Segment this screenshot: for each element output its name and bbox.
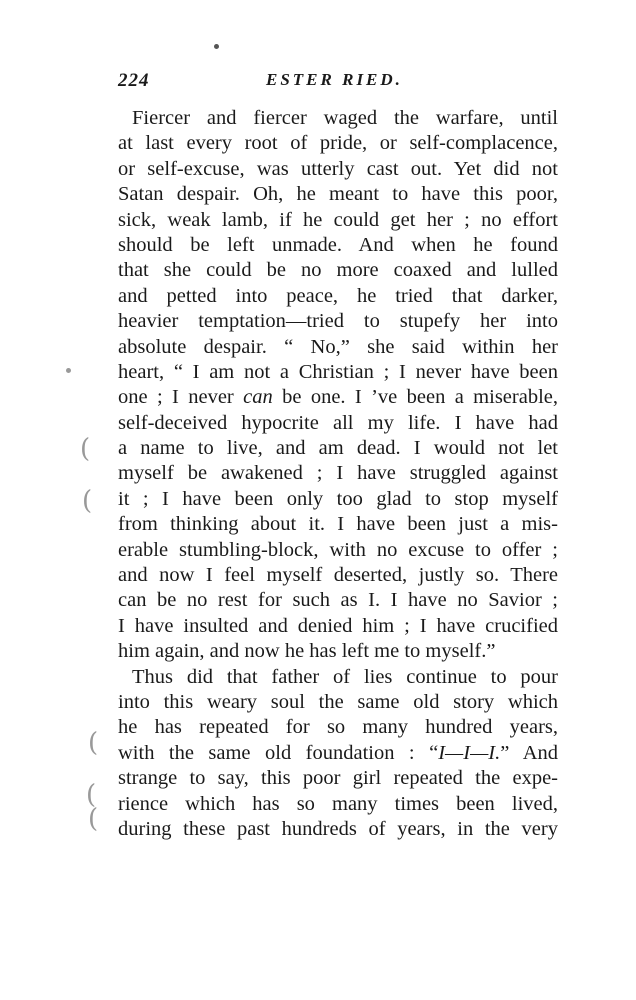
text-line: he has repeated for so many hundred years,: [118, 716, 558, 739]
margin-mark: (: [82, 486, 93, 516]
margin-mark: (: [86, 780, 97, 810]
text-line: or self-excuse, was utterly cast out. Yet did not: [118, 157, 558, 180]
text-line: myself be awakened ; I have struggled against: [118, 462, 558, 485]
text-line: him again, and now he has left me to myself.”: [118, 640, 496, 663]
text-line: it ; I have been only too glad to stop myself: [118, 487, 558, 510]
body-text: [118, 106, 558, 842]
text-line: erable stumbling-block, with no excuse to offer ;: [118, 538, 558, 561]
italic-word: I—I—I.: [438, 741, 501, 764]
scan-speck: [214, 44, 219, 49]
text-segment: one ; I never: [118, 386, 244, 409]
text-line: and petted into peace, he tried that darker,: [118, 284, 558, 307]
text-line: during these past hundreds of years, in the very: [118, 817, 558, 840]
text-line: [118, 741, 558, 766]
italic-word: can: [243, 386, 273, 409]
scan-speck: [66, 368, 71, 373]
text-line: rience which has so many times been lived,: [118, 792, 558, 815]
text-line: that she could be no more coaxed and lulled: [118, 259, 558, 282]
running-title: ESTER RIED.: [266, 70, 403, 89]
page-header: [118, 70, 558, 94]
text-line: heavier temptation—tried to stupefy her into: [118, 310, 558, 333]
text-segment: with the same old foundation : “: [118, 741, 439, 764]
margin-mark: (: [80, 434, 91, 464]
margin-mark: (: [88, 804, 99, 834]
text-line: sick, weak lamb, if he could get her ; no effort: [118, 208, 558, 231]
text-line: can be no rest for such as I. I have no Savior ;: [118, 589, 558, 612]
page-number: 224: [118, 70, 150, 91]
text-line: Satan despair. Oh, he meant to have this poor,: [118, 183, 558, 206]
text-segment: be one. I ’ve been a miserable,: [272, 386, 558, 409]
text-line: Thus did that father of lies continue to pour: [132, 665, 558, 688]
text-line: self-deceived hypocrite all my life. I have had: [118, 411, 558, 434]
text-line: and now I feel myself deserted, justly so. There: [118, 564, 558, 587]
text-segment: ” And: [500, 741, 558, 764]
text-line: into this weary soul the same old story which: [118, 690, 558, 713]
text-line: [118, 385, 558, 410]
text-line: strange to say, this poor girl repeated the expe-: [118, 767, 558, 790]
text-line: at last every root of pride, or self-complacence,: [118, 132, 558, 155]
text-line: from thinking about it. I have been just a mis-: [118, 513, 558, 536]
text-line: should be left unmade. And when he found: [118, 233, 558, 256]
text-line: I have insulted and denied him ; I have crucified: [118, 614, 558, 637]
text-line: heart, “ I am not a Christian ; I never have been: [118, 360, 558, 383]
text-line: absolute despair. “ No,” she said within her: [118, 335, 558, 358]
text-line: a name to live, and am dead. I would not let: [118, 437, 558, 460]
margin-mark: (: [88, 728, 99, 758]
text-line: Fiercer and fiercer waged the warfare, until: [132, 107, 558, 129]
